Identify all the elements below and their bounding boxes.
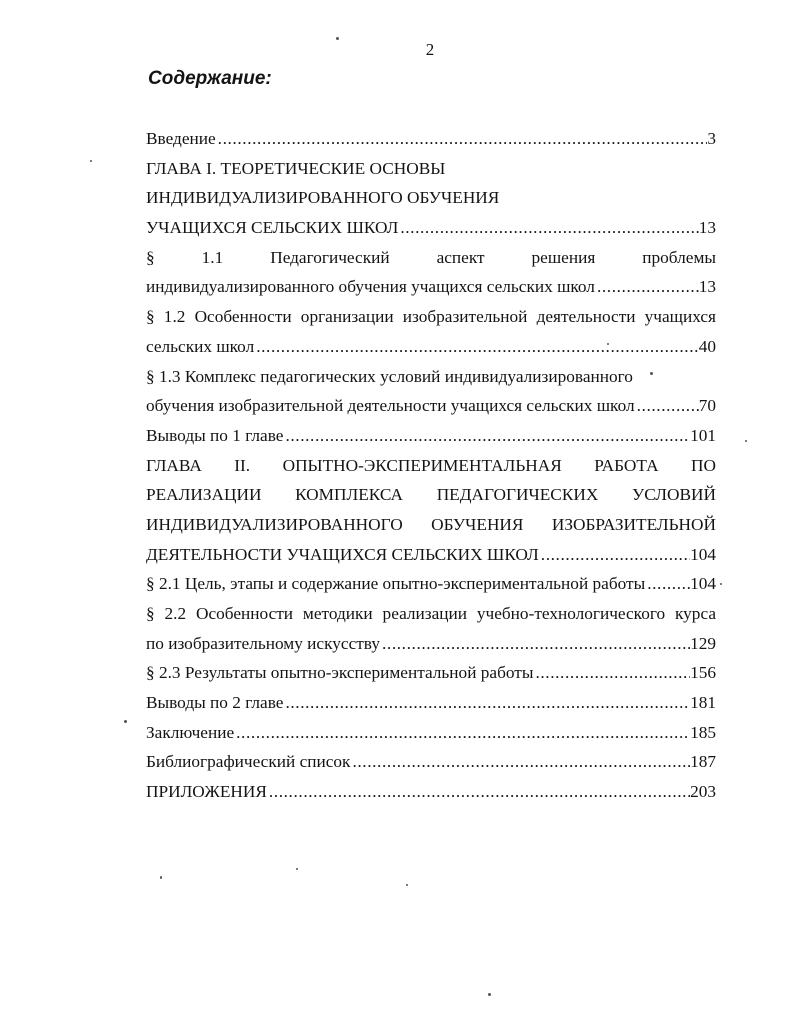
dot-leader bbox=[234, 718, 690, 748]
toc-page-number: 101 bbox=[690, 425, 716, 445]
toc-entry-text: Библиографический список bbox=[146, 752, 351, 772]
toc-entry-text: § 1.1 Педагогический аспект решения проблемы bbox=[146, 247, 716, 267]
toc-entry-text: ИНДИВИДУАЛИЗИРОВАННОГО ОБУЧЕНИЯ ИЗОБРАЗИТЕЛЬНОЙ bbox=[146, 514, 716, 534]
dot-leader bbox=[533, 658, 690, 688]
dot-leader bbox=[350, 747, 690, 777]
toc-page-number: 187 bbox=[690, 752, 716, 772]
toc-line bbox=[146, 777, 716, 807]
toc-page-number: 13 bbox=[698, 277, 716, 297]
toc-page-number: 13 bbox=[698, 218, 716, 238]
toc-line bbox=[146, 302, 716, 332]
toc-line bbox=[146, 688, 716, 718]
toc-entry-text: § 1.2 Особенности организации изобразительной деятельности учащихся bbox=[146, 307, 716, 327]
toc-page-number: 104 bbox=[690, 574, 716, 594]
toc-entry-text: ДЕЯТЕЛЬНОСТИ УЧАЩИХСЯ СЕЛЬСКИХ ШКОЛ bbox=[146, 544, 539, 564]
toc-entry-text: РЕАЛИЗАЦИИ КОМПЛЕКСА ПЕДАГОГИЧЕСКИХ УСЛОВИЙ bbox=[146, 485, 716, 505]
toc-line bbox=[146, 124, 716, 154]
toc-entry-text: ГЛАВА I. ТЕОРЕТИЧЕСКИЕ ОСНОВЫ bbox=[146, 158, 446, 178]
toc-line bbox=[146, 510, 716, 540]
toc-line bbox=[146, 480, 716, 510]
toc-entry-text: § 2.1 Цель, этапы и содержание опытно-экспериментальной работы bbox=[146, 574, 646, 594]
dot-leader bbox=[254, 332, 699, 362]
toc-line bbox=[146, 362, 716, 392]
toc-line bbox=[146, 599, 716, 629]
dot-leader bbox=[283, 421, 690, 451]
toc-line bbox=[146, 747, 716, 777]
toc-line bbox=[146, 332, 716, 362]
toc-entry-text: по изобразительному искусству bbox=[146, 633, 380, 653]
toc-entry-text: индивидуализированного обучения учащихся сельских школ bbox=[146, 277, 595, 297]
toc-page-number: 70 bbox=[698, 396, 716, 416]
toc-line bbox=[146, 629, 716, 659]
toc-line bbox=[146, 391, 716, 421]
dot-leader bbox=[216, 124, 708, 154]
dot-leader bbox=[398, 213, 698, 243]
toc-page-number: 181 bbox=[690, 693, 716, 713]
toc-entry-text: ГЛАВА II. ОПЫТНО-ЭКСПЕРИМЕНТАЛЬНАЯ РАБОТА ПО bbox=[146, 455, 716, 475]
toc-entry-text: Выводы по 2 главе bbox=[146, 693, 284, 713]
toc-line bbox=[146, 718, 716, 748]
toc-entry-text: обучения изобразительной деятельности учащихся сельских школ bbox=[146, 396, 635, 416]
dot-leader bbox=[267, 777, 690, 807]
toc-line bbox=[146, 421, 716, 451]
toc-line bbox=[146, 451, 716, 481]
dot-leader bbox=[595, 272, 699, 302]
table-of-contents bbox=[146, 124, 716, 807]
toc-line bbox=[146, 658, 716, 688]
page-number: 2 bbox=[425, 40, 435, 59]
dot-leader bbox=[635, 391, 699, 421]
page-title: Содержание: bbox=[148, 68, 272, 89]
toc-entry-text: § 1.3 Комплекс педагогических условий индивидуализированного bbox=[146, 366, 633, 386]
toc-entry-text: Введение bbox=[146, 129, 216, 148]
toc-line bbox=[146, 540, 716, 570]
toc-entry-text: Заключение bbox=[146, 722, 235, 742]
toc-entry-text: § 2.3 Результаты опытно-экспериментальной работы bbox=[146, 663, 534, 683]
dot-leader bbox=[539, 540, 690, 570]
dot-leader bbox=[645, 569, 690, 599]
toc-line bbox=[146, 183, 716, 213]
toc-entry-text: ПРИЛОЖЕНИЯ bbox=[146, 782, 267, 802]
toc-page-number: 203 bbox=[690, 782, 716, 802]
toc-entry-text: сельских школ bbox=[146, 336, 255, 356]
toc-line bbox=[146, 243, 716, 273]
toc-page-number: 104 bbox=[690, 544, 716, 564]
toc-entry-text: § 2.2 Особенности методики реализации учебно-технологического курса bbox=[146, 604, 716, 623]
dot-leader bbox=[283, 688, 690, 718]
toc-page-number: 129 bbox=[690, 633, 716, 653]
toc-entry-text: Выводы по 1 главе bbox=[146, 425, 284, 445]
toc-line bbox=[146, 272, 716, 302]
dot-leader bbox=[380, 629, 690, 659]
toc-line bbox=[146, 154, 716, 184]
toc-entry-text: УЧАЩИХСЯ СЕЛЬСКИХ ШКОЛ bbox=[146, 218, 399, 238]
toc-entry-text: ИНДИВИДУАЛИЗИРОВАННОГО ОБУЧЕНИЯ bbox=[146, 188, 500, 208]
toc-line bbox=[146, 213, 716, 243]
toc-page-number: 3 bbox=[707, 129, 716, 148]
toc-line bbox=[146, 569, 716, 599]
toc-page-number: 185 bbox=[690, 722, 716, 742]
toc-page-number: 40 bbox=[698, 336, 716, 356]
toc-page-number: 156 bbox=[690, 663, 716, 683]
